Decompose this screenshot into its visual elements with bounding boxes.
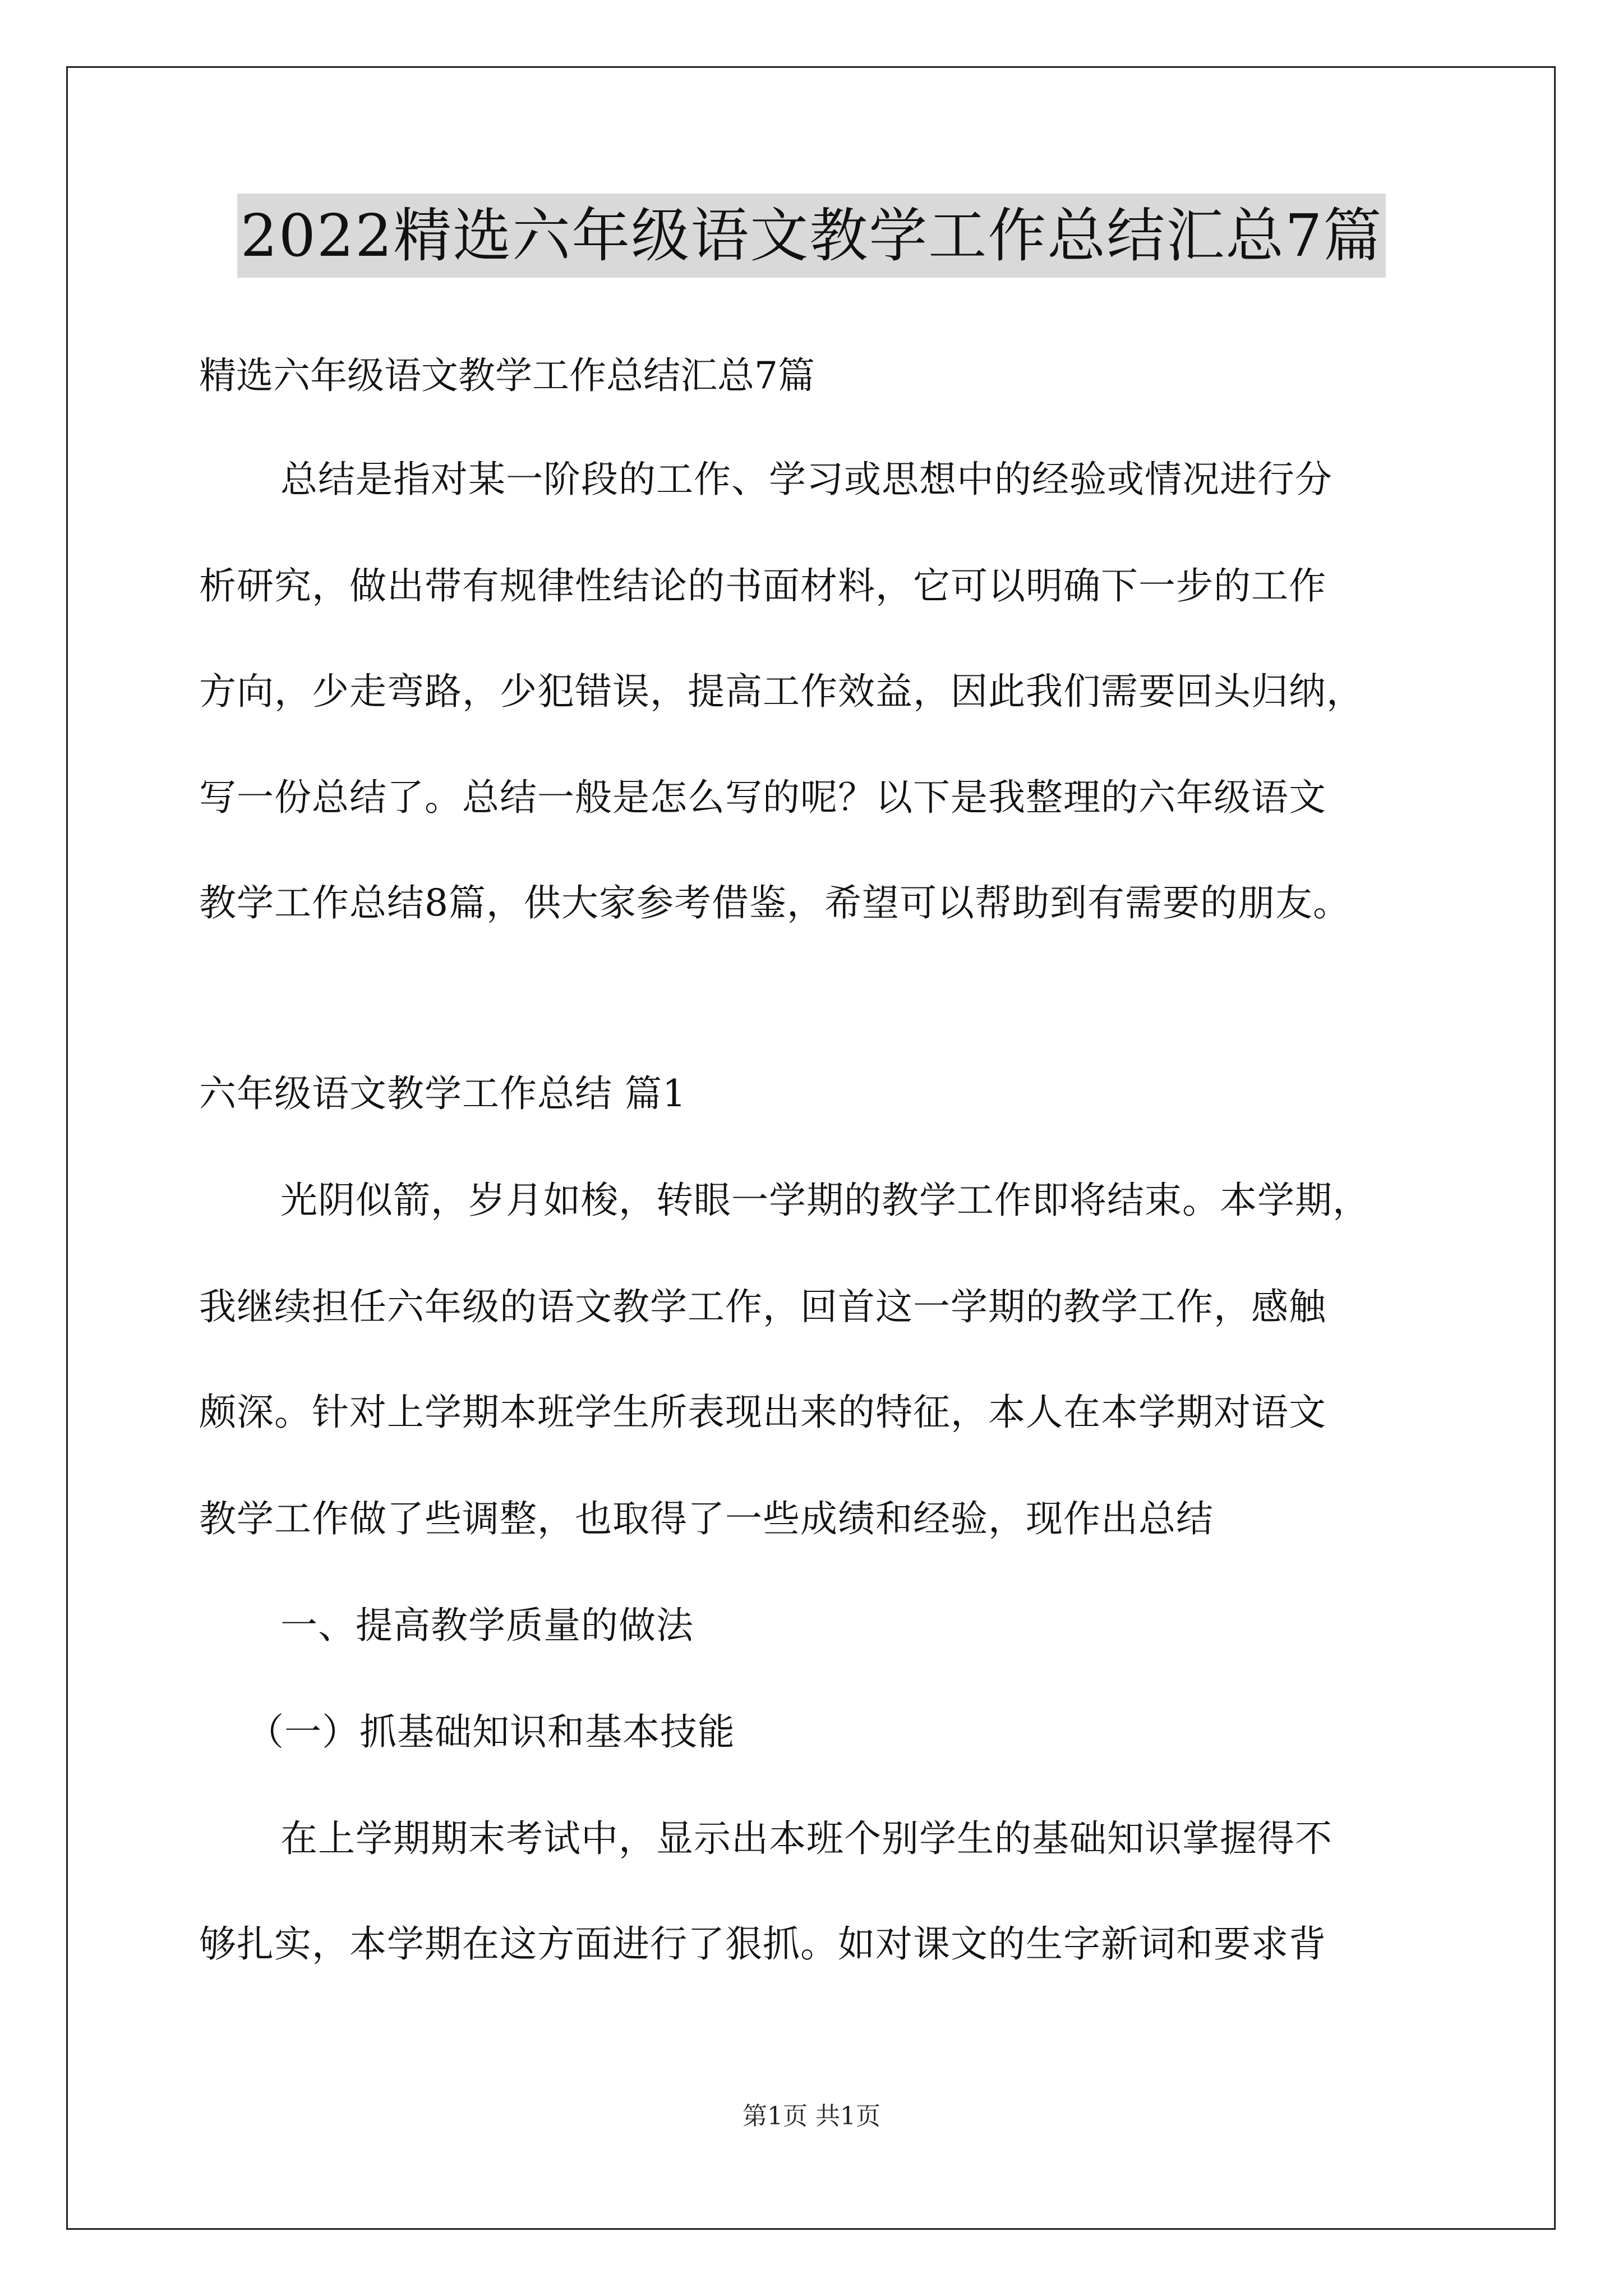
intro-line-2: 析研究，做出带有规律性结论的书面材料，它可以明确下一步的工作 — [199, 564, 1326, 608]
page-footer: 第1页 共1页 — [743, 2102, 880, 2131]
document-subtitle: 精选六年级语文教学工作总结汇总7篇 — [199, 354, 815, 397]
section-line-2: 我继续担任六年级的语文教学工作，回首这一学期的教学工作，感触 — [199, 1285, 1326, 1328]
intro-line-3: 方向，少走弯路，少犯错误，提高工作效益，因此我们需要回头归纳， — [199, 670, 1364, 713]
heading-1: 一、提高教学质量的做法 — [280, 1604, 694, 1647]
section-line-3: 颇深。针对上学期本班学生所表现出来的特征，本人在本学期对语文 — [199, 1391, 1326, 1434]
section-heading: 六年级语文教学工作总结 篇1 — [199, 1072, 686, 1115]
body-line-2: 够扎实，本学期在这方面进行了狠抓。如对课文的生字新词和要求背 — [199, 1922, 1326, 1966]
body-line-1: 在上学期期末考试中，显示出本班个别学生的基础知识掌握得不 — [280, 1817, 1332, 1860]
intro-line-4: 写一份总结了。总结一般是怎么写的呢？以下是我整理的六年级语文 — [199, 776, 1326, 819]
section-line-4: 教学工作做了些调整，也取得了一些成绩和经验，现作出总结 — [199, 1497, 1214, 1540]
intro-line-5: 教学工作总结8篇，供大家参考借鉴，希望可以帮助到有需要的朋友。 — [199, 881, 1350, 924]
section-line-1: 光阴似箭，岁月如梭，转眼一学期的教学工作即将结束。本学期， — [280, 1179, 1370, 1222]
intro-line-1: 总结是指对某一阶段的工作、学习或思想中的经验或情况进行分 — [280, 458, 1332, 501]
heading-1-1: （一）抓基础知识和基本技能 — [247, 1710, 735, 1754]
document-title: 2022精选六年级语文教学工作总结汇总7篇 — [237, 194, 1386, 278]
title-container — [0, 194, 1623, 278]
